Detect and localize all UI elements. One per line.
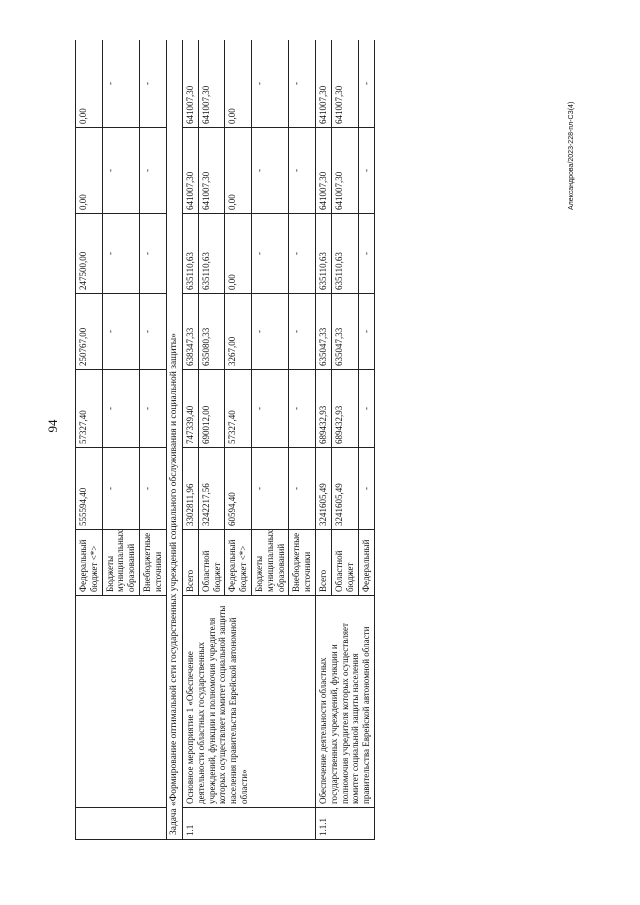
- source-cell: Внебюджетные источники: [289, 530, 316, 596]
- table-row: [182, 40, 198, 840]
- value-cell: 0,00: [225, 128, 252, 214]
- value-cell: -: [289, 40, 316, 128]
- source-cell: Областной бюджет: [198, 530, 225, 596]
- value-cell: 57327,40: [76, 370, 103, 448]
- value-cell: 641007,30: [315, 128, 331, 214]
- value-cell: -: [289, 294, 316, 370]
- value-cell: -: [102, 294, 139, 370]
- task-row: [166, 40, 182, 840]
- measure-number: 1.1.1: [315, 808, 374, 840]
- value-cell: 641007,30: [331, 40, 358, 128]
- rotated-content: [75, 40, 570, 840]
- value-cell: -: [358, 448, 374, 530]
- value-cell: -: [251, 448, 288, 530]
- source-cell: Всего: [315, 530, 331, 596]
- value-cell: 3242217,56: [198, 448, 225, 530]
- source-cell: Областной бюджет: [331, 530, 358, 596]
- value-cell: -: [289, 128, 316, 214]
- value-cell: -: [289, 370, 316, 448]
- value-cell: 638347,33: [182, 294, 198, 370]
- number-cell: [76, 808, 167, 840]
- value-cell: -: [139, 448, 166, 530]
- rotated-page: [75, 40, 570, 840]
- value-cell: 0,00: [225, 214, 252, 294]
- value-cell: -: [102, 448, 139, 530]
- value-cell: -: [251, 214, 288, 294]
- value-cell: 641007,30: [198, 40, 225, 128]
- name-cell: [76, 596, 167, 808]
- value-cell: 635047,33: [315, 294, 331, 370]
- value-cell: -: [251, 370, 288, 448]
- source-cell: Федеральный бюджет <*>: [76, 530, 103, 596]
- table-row: [76, 40, 103, 840]
- source-cell: Бюджеты муниципальных образований: [251, 530, 288, 596]
- value-cell: -: [289, 448, 316, 530]
- table-row: [315, 40, 331, 840]
- value-cell: -: [358, 294, 374, 370]
- source-cell: Бюджеты муниципальных образований: [102, 530, 139, 596]
- value-cell: 3241605,49: [331, 448, 358, 530]
- value-cell: -: [102, 370, 139, 448]
- value-cell: 635080,33: [198, 294, 225, 370]
- value-cell: 635047,33: [331, 294, 358, 370]
- budget-table: [75, 40, 375, 840]
- value-cell: 0,00: [225, 40, 252, 128]
- value-cell: 57327,40: [225, 370, 252, 448]
- value-cell: -: [139, 370, 166, 448]
- value-cell: -: [358, 128, 374, 214]
- measure-number: 1.1: [182, 808, 315, 840]
- value-cell: 635110,63: [198, 214, 225, 294]
- value-cell: 641007,30: [198, 128, 225, 214]
- value-cell: -: [139, 40, 166, 128]
- source-cell: Внебюджетные источники: [139, 530, 166, 596]
- document-stamp: Александрова/2023-228-пл-СЗ(4): [568, 101, 575, 210]
- value-cell: -: [289, 214, 316, 294]
- value-cell: -: [139, 294, 166, 370]
- value-cell: 555594,40: [76, 448, 103, 530]
- value-cell: -: [251, 128, 288, 214]
- value-cell: 250767,00: [76, 294, 103, 370]
- value-cell: 247500,00: [76, 214, 103, 294]
- value-cell: 747339,40: [182, 370, 198, 448]
- value-cell: 3267,00: [225, 294, 252, 370]
- source-cell: Федеральный: [358, 530, 374, 596]
- value-cell: 635110,63: [315, 214, 331, 294]
- value-cell: 0,00: [76, 128, 103, 214]
- value-cell: -: [358, 214, 374, 294]
- value-cell: 60594,40: [225, 448, 252, 530]
- value-cell: 641007,30: [315, 40, 331, 128]
- value-cell: -: [251, 40, 288, 128]
- value-cell: -: [358, 40, 374, 128]
- value-cell: 3302811,96: [182, 448, 198, 530]
- measure-title: Основное мероприятие 1 «Обеспечение деятельности областных государственных учреждений, функции и полномочия учредителя которых осуществляет комитет социальной защиты населения правительства Еврейской автономной области»: [182, 596, 315, 808]
- value-cell: -: [251, 294, 288, 370]
- value-cell: 689432,93: [315, 370, 331, 448]
- source-cell: Федеральный бюджет <*>: [225, 530, 252, 596]
- value-cell: -: [358, 370, 374, 448]
- task-title: Задача «Формирование оптимальной сети государственных учреждений социального обслуживания и социальной защиты»: [166, 40, 182, 840]
- value-cell: -: [102, 40, 139, 128]
- measure-title: Обеспечение деятельности областных государственных учреждений, функции и полномочия учредителя которых осуществляет комитет социальной защиты населения правительства Еврейской автономной области: [315, 596, 374, 808]
- value-cell: 689432,93: [331, 370, 358, 448]
- value-cell: -: [139, 214, 166, 294]
- value-cell: -: [139, 128, 166, 214]
- value-cell: -: [102, 214, 139, 294]
- value-cell: 3241605,49: [315, 448, 331, 530]
- value-cell: 641007,30: [182, 128, 198, 214]
- page-number: 94: [45, 419, 60, 433]
- value-cell: -: [102, 128, 139, 214]
- value-cell: 641007,30: [182, 40, 198, 128]
- value-cell: 0,00: [76, 40, 103, 128]
- value-cell: 641007,30: [331, 128, 358, 214]
- value-cell: 635110,63: [331, 214, 358, 294]
- source-cell: Всего: [182, 530, 198, 596]
- value-cell: 690012,00: [198, 370, 225, 448]
- value-cell: 635110,63: [182, 214, 198, 294]
